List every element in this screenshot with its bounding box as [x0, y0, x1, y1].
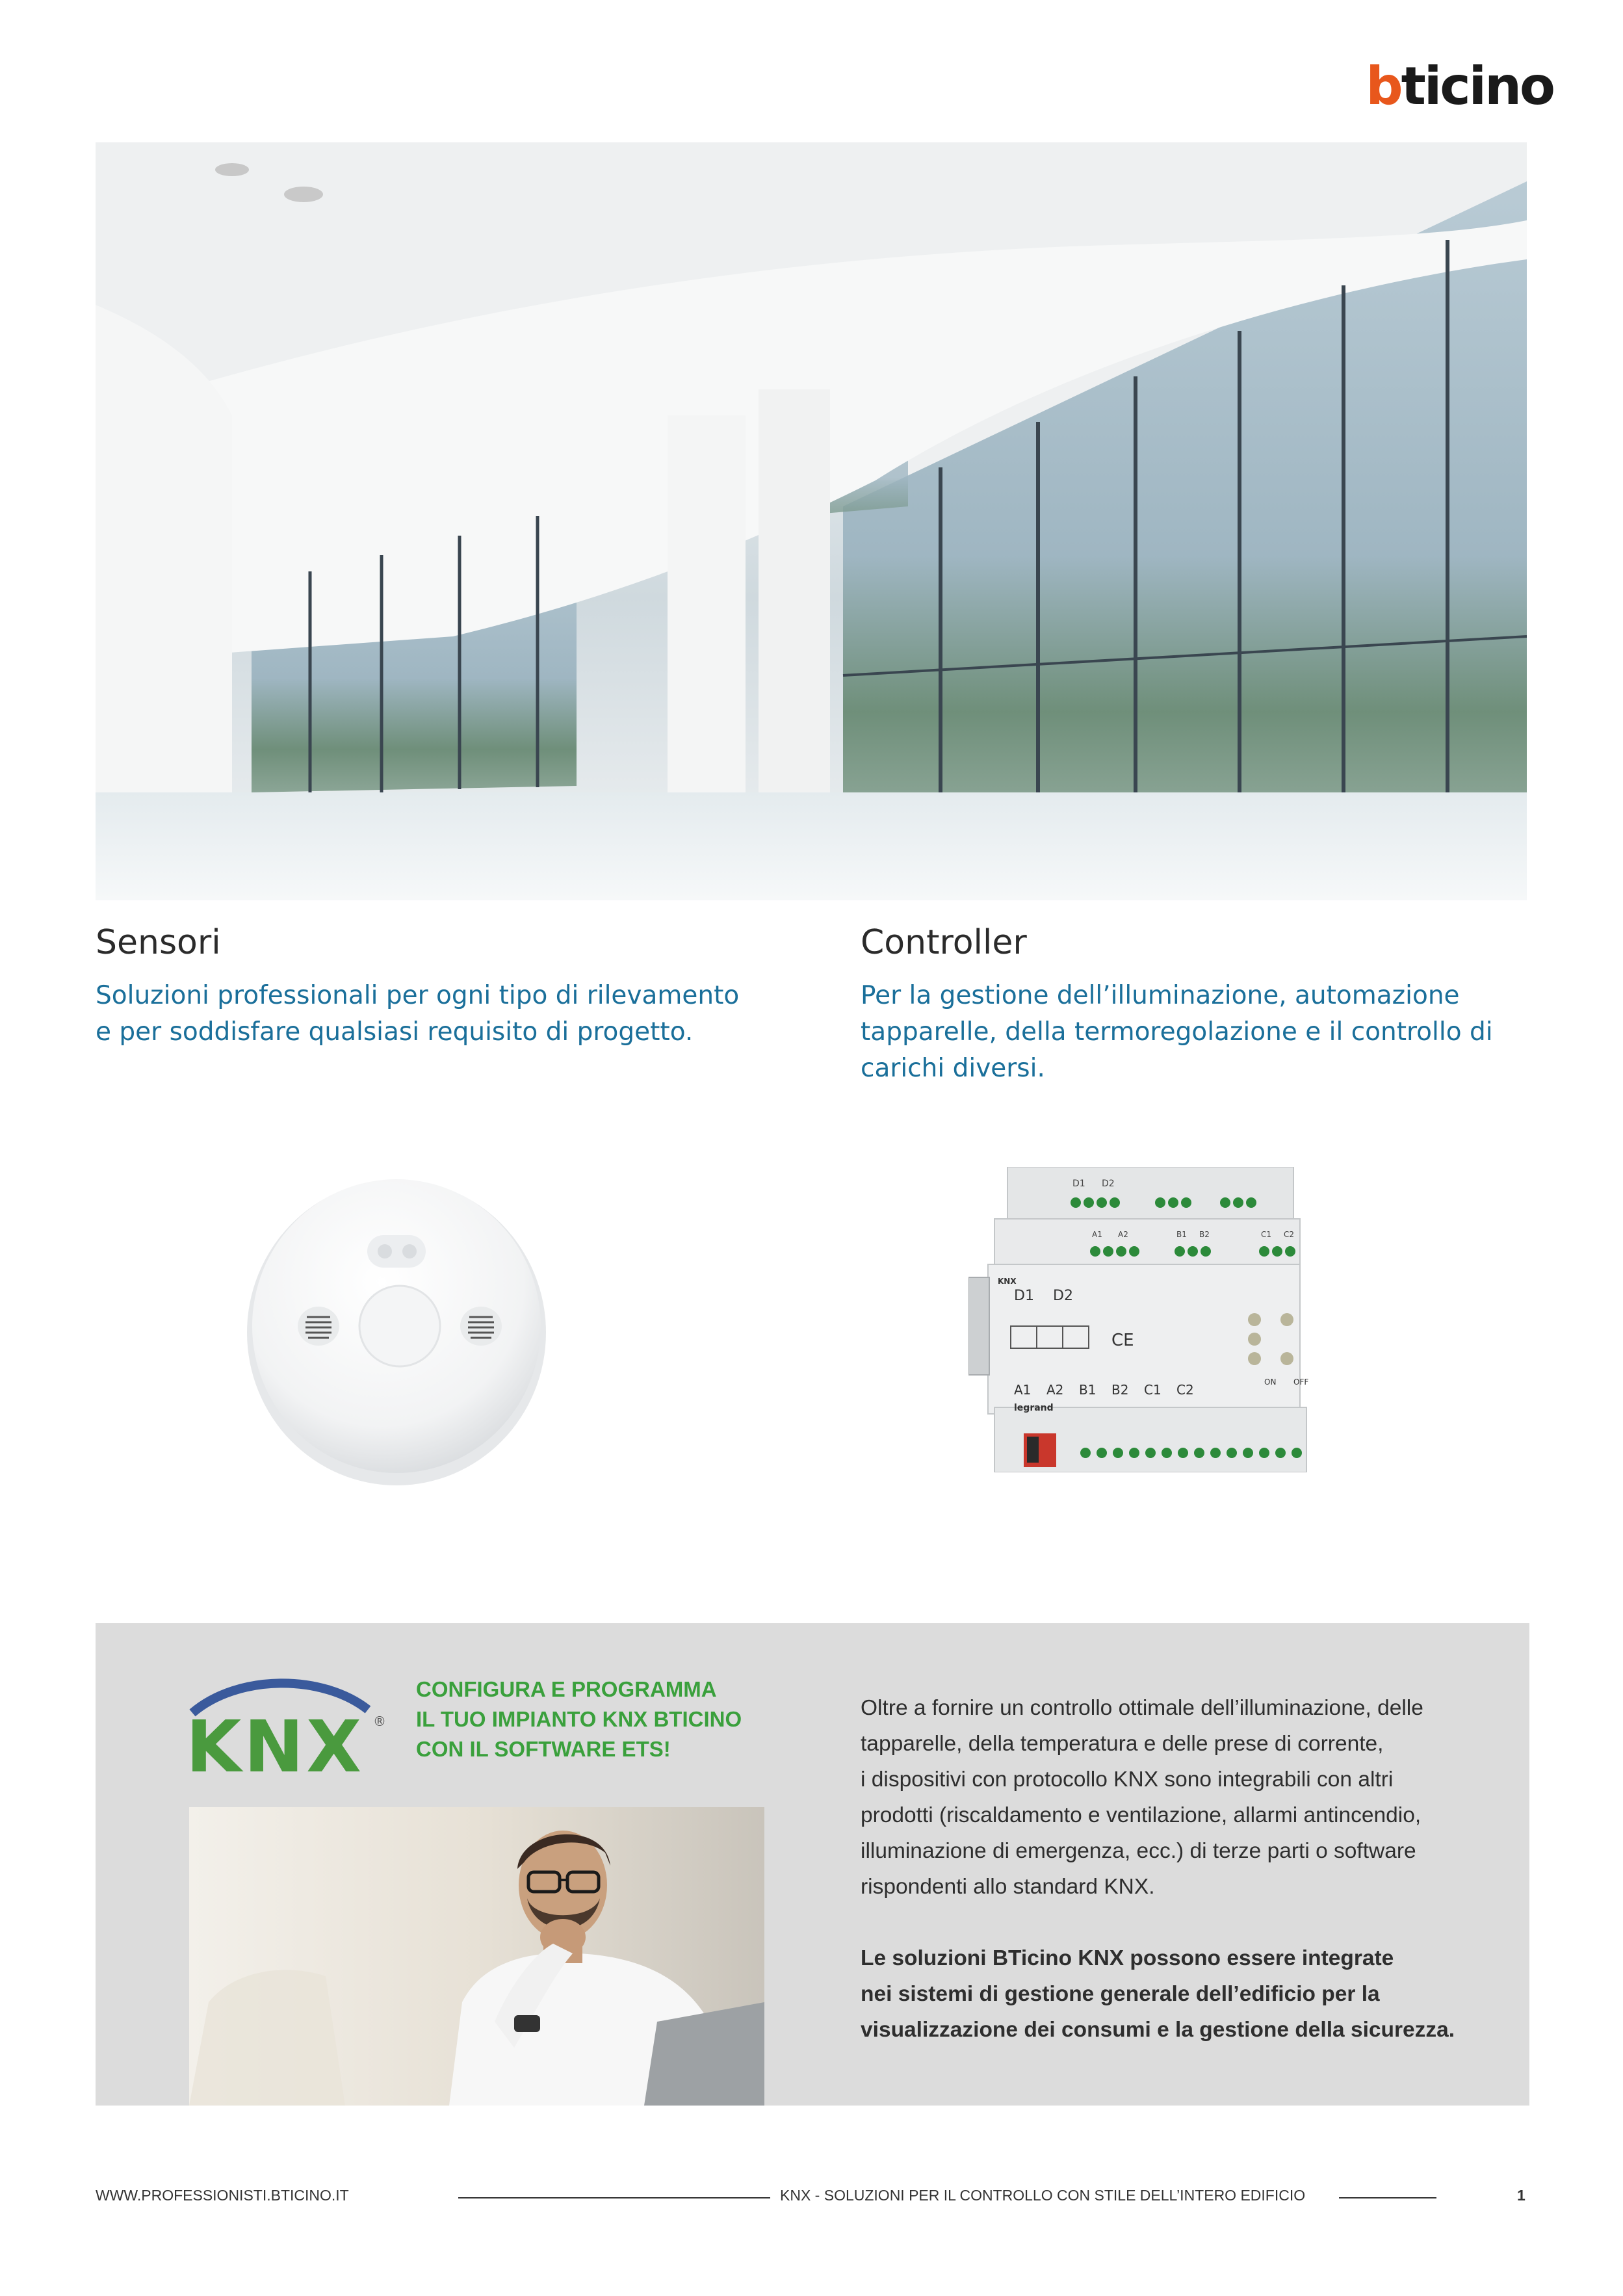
- device-front-label: D1: [1014, 1288, 1034, 1304]
- brand-logo: [1358, 56, 1553, 116]
- knx-bold-line: Le soluzioni BTicino KNX possono essere integrate: [861, 1946, 1394, 1970]
- device-bottom-label: B2: [1111, 1382, 1129, 1398]
- device-bottom-label: C1: [1144, 1382, 1162, 1398]
- device-row-label: C1: [1261, 1230, 1272, 1239]
- knx-body-line: Oltre a fornire un controllo ottimale dell’illuminazione, delle: [861, 1696, 1423, 1720]
- device-row-label: A2: [1118, 1230, 1128, 1239]
- device-bottom-label: A1: [1014, 1382, 1032, 1398]
- device-bottom-label: B1: [1079, 1382, 1097, 1398]
- device-ce-mark: CE: [1111, 1331, 1134, 1350]
- device-row-label: A1: [1092, 1230, 1102, 1239]
- knx-body-line: illuminazione di emergenza, ecc.) di terze parti o software: [861, 1839, 1416, 1863]
- sensor-grill-left: [298, 1307, 339, 1346]
- subtitle-line: tapparelle, della termoregolazione e il controllo di: [861, 1017, 1493, 1047]
- knx-bold-line: visualizzazione dei consumi e la gestione della sicurezza.: [861, 2018, 1455, 2042]
- section-subtitle-controller: [861, 978, 1530, 1087]
- sensor-grill-right: [460, 1307, 502, 1346]
- knx-logo-text: KNX: [186, 1705, 365, 1778]
- device-bottom-label: A2: [1046, 1382, 1064, 1398]
- knx-headline-line: IL TUO IMPIANTO KNX BTICINO: [416, 1707, 742, 1731]
- footer-rule-right: [1339, 2197, 1436, 2198]
- knx-controller-illustration: [968, 1167, 1345, 1472]
- device-row-label: B2: [1199, 1230, 1210, 1239]
- subtitle-line: e per soddisfare qualsiasi requisito di progetto.: [96, 1017, 694, 1047]
- device-off-label: OFF: [1293, 1377, 1309, 1387]
- knx-body-text: [861, 1690, 1517, 2048]
- engineer-photo-illustration: [189, 1807, 764, 2106]
- knx-body-line: i dispositivi con protocollo KNX sono integrabili con altri: [861, 1768, 1394, 1792]
- knx-logo-mark: [186, 1674, 387, 1778]
- knx-body-line: prodotti (riscaldamento e ventilazione, allarmi antincendio,: [861, 1803, 1422, 1827]
- device-front-label: D2: [1053, 1288, 1073, 1304]
- device-row-label: B1: [1176, 1230, 1187, 1239]
- knx-bold-line: nei sistemi di gestione generale dell’edificio per la: [861, 1982, 1380, 2006]
- footer-rule-left: [458, 2197, 770, 2198]
- brand-logo-b: b: [1366, 56, 1401, 116]
- subtitle-line: carichi diversi.: [861, 1054, 1045, 1083]
- page-number: 1: [1517, 2187, 1526, 2204]
- device-row-label: C2: [1284, 1230, 1295, 1239]
- knx-logo: [186, 1674, 387, 1778]
- device-brand: legrand: [1014, 1403, 1054, 1413]
- section-subtitle-sensori: [96, 978, 765, 1050]
- hero-photo-illustration: [96, 142, 1527, 900]
- hero-photo: [96, 142, 1527, 900]
- brand-logo-rest: ticino: [1401, 56, 1553, 116]
- subtitle-line: Soluzioni professionali per ogni tipo di rilevamento: [96, 981, 740, 1010]
- device-top-label: D2: [1102, 1179, 1115, 1189]
- knx-body-line: tapparelle, della temperatura e delle prese di corrente,: [861, 1732, 1384, 1756]
- ceiling-sensor-illustration: [221, 1138, 572, 1489]
- knx-logo-registered: ®: [373, 1714, 386, 1729]
- knx-headline: [416, 1675, 819, 1764]
- section-title-controller: Controller: [861, 923, 1027, 962]
- knx-body-line: rispondenti allo standard KNX.: [861, 1875, 1155, 1899]
- section-title-sensori: Sensori: [96, 923, 221, 962]
- device-bottom-label: C2: [1176, 1382, 1194, 1398]
- footer-tagline: KNX - SOLUZIONI PER IL CONTROLLO CON STILE DELL’INTERO EDIFICIO: [780, 2187, 1306, 2204]
- ceiling-sensor-image: [221, 1138, 572, 1489]
- knx-controller-image: [968, 1167, 1345, 1472]
- device-knx-mark: KNX: [998, 1277, 1017, 1286]
- engineer-photo: [189, 1807, 764, 2106]
- device-on-label: ON: [1264, 1377, 1277, 1387]
- device-top-label: D1: [1072, 1179, 1085, 1189]
- knx-headline-line: CON IL SOFTWARE ETS!: [416, 1737, 671, 1761]
- knx-headline-line: CONFIGURA E PROGRAMMA: [416, 1677, 717, 1701]
- footer-website: WWW.PROFESSIONISTI.BTICINO.IT: [96, 2187, 349, 2204]
- subtitle-line: Per la gestione dell’illuminazione, automazione: [861, 981, 1460, 1010]
